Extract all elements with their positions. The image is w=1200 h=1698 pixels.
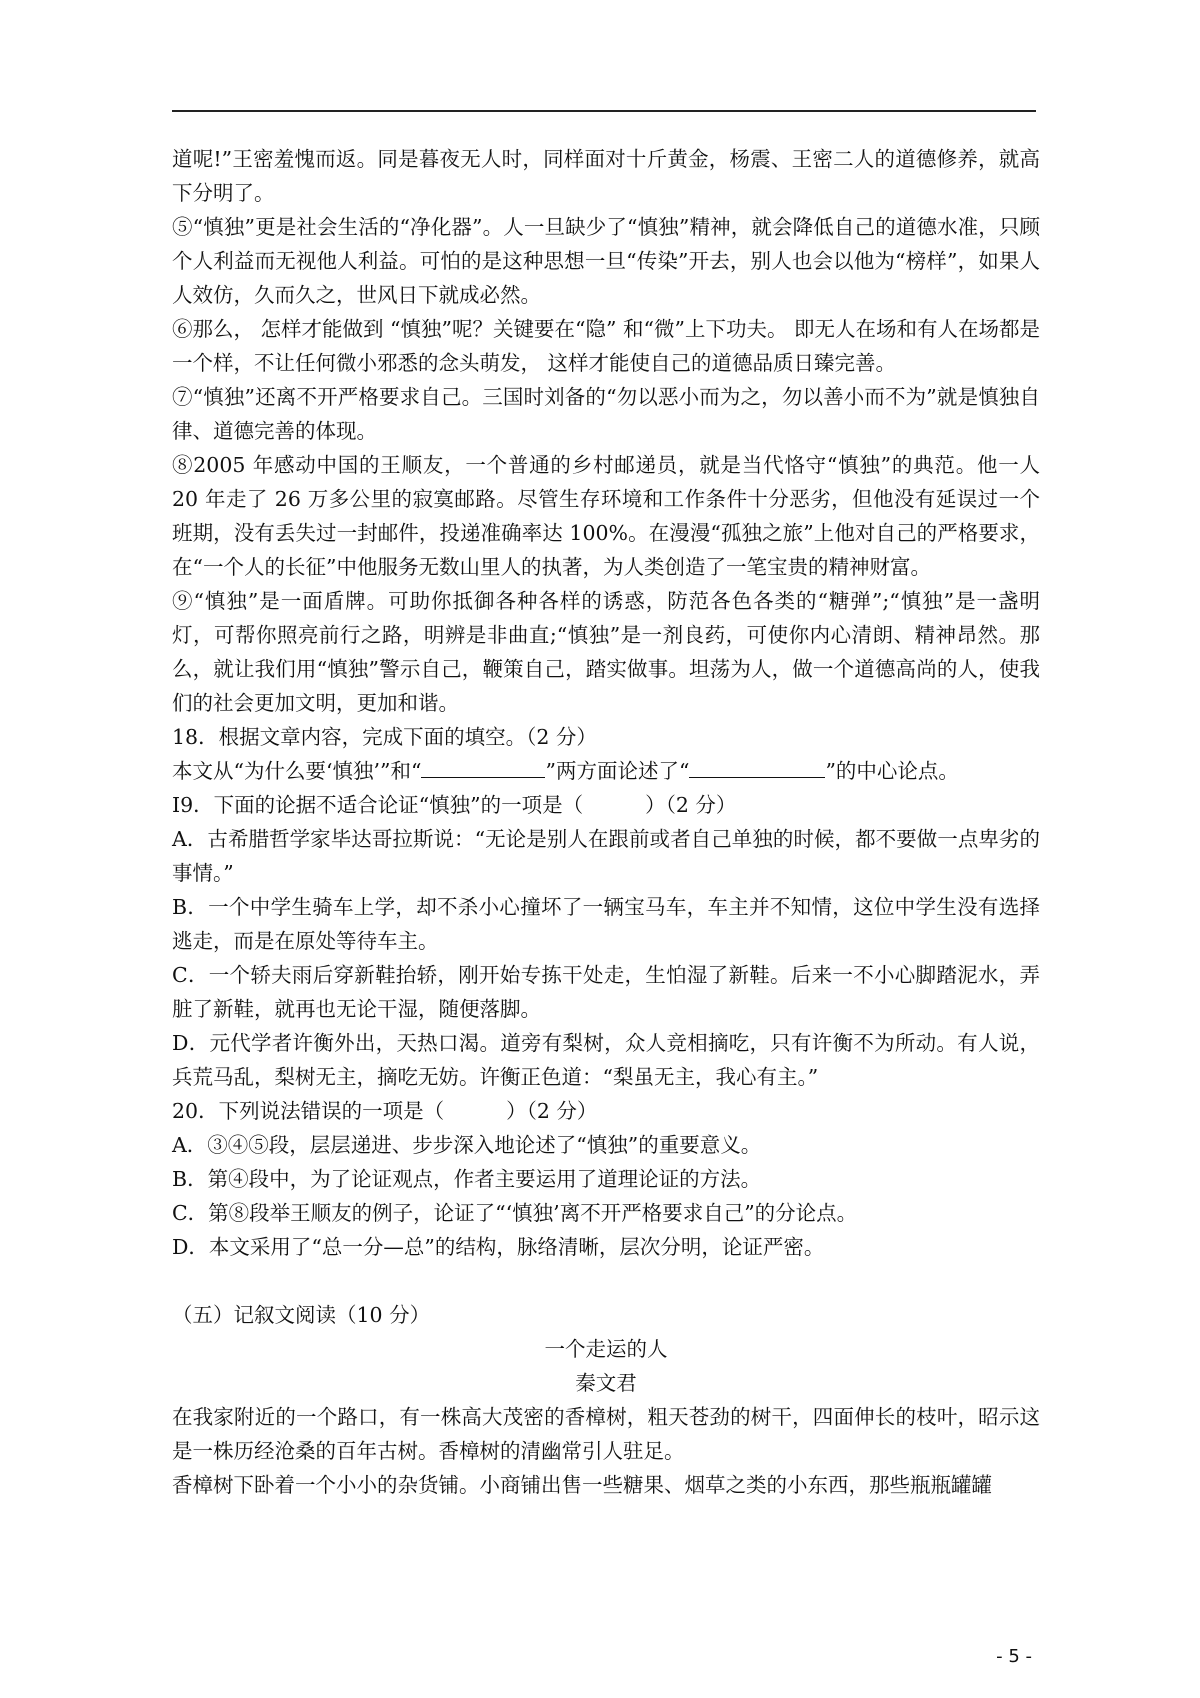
paragraph-8: ⑧2005 年感动中国的王顺友，一个普通的乡村邮递员，就是当代恪守“慎独”的典范。他一人 20 年走了 26 万多公里的寂寞邮路。尽管生存环境和工作条件十分恶劣，但他没有延误过一个班期，没有丢失过一封邮件，投递准确率达 100%。在漫漫“孤独之旅”上他对自己的严格要求，在“一个人的长征”中他服务无数山里人的执著，为人类创造了一笔宝贵的精神财富。 — [172, 453, 1040, 579]
q20-option-a: A．③④⑤段，层层递进、步步深入地论述了“慎独”的重要意义。 — [172, 1133, 762, 1157]
q20-option-d: D．本文采用了“总一分—总”的结构，脉络清晰，层次分明，论证严密。 — [172, 1235, 825, 1259]
paragraph-7: ⑦“慎独”还离不开严格要求自己。三国时刘备的“勿以恶小而为之，勿以善小而不为”就是慎独自律、道德完善的体现。 — [172, 385, 1040, 443]
story-paragraph-1: 在我家附近的一个路口，有一株高大茂密的香樟树，粗天苍劲的树干，四面伸长的枝叶，昭示这是一株历经沧桑的百年古树。香樟树的清幽常引人驻足。 — [172, 1405, 1040, 1463]
q18-text-c: ”的中心论点。 — [825, 759, 959, 783]
story-author: 秦文君 — [575, 1371, 637, 1395]
answer-blank-2[interactable] — [689, 755, 825, 778]
page-content — [172, 142, 1040, 1502]
q19-option-d: D．元代学者许衡外出，天热口渴。道旁有梨树，众人竞相摘吃，只有许衡不为所动。有人说，兵荒马乱，梨树无主，摘吃无妨。许衡正色道：“梨虽无主，我心有主。” — [172, 1031, 1040, 1089]
section-5-heading: （五）记叙文阅读（10 分） — [172, 1303, 431, 1327]
story-title: 一个走运的人 — [544, 1337, 668, 1361]
q20-title-a: 20．下列说法错误的一项是（ — [172, 1099, 445, 1123]
paragraph-5: ⑤“慎独”更是社会生活的“净化器”。人一旦缺少了“慎独”精神，就会降低自己的道德水准，只顾个人利益而无视他人利益。可怕的是这种思想一旦“传染”开去，别人也会以他为“榜样”，如果人人效仿，久而久之，世风日下就成必然。 — [172, 215, 1040, 307]
question-19-title — [172, 788, 1040, 822]
q19-title-a: I9．下面的论据不适合论证“慎独”的一项是（ — [172, 793, 584, 817]
answer-blank-1[interactable] — [421, 755, 545, 778]
q19-option-c: C．一个轿夫雨后穿新鞋抬轿，刚开始专拣干处走，生怕湿了新鞋。后来一不小心脚踏泥水，弄脏了新鞋，就再也无论干湿，随便落脚。 — [172, 963, 1040, 1021]
q20-option-c: C．第⑧段举王顺友的例子，论证了“‘慎独’离不开严格要求自己”的分论点。 — [172, 1201, 858, 1225]
paragraph-4-end: 道呢!”王密羞愧而返。同是暮夜无人时，同样面对十斤黄金，杨震、王密二人的道德修养，就高下分明了。 — [172, 147, 1040, 205]
question-18-title: 18．根据文章内容，完成下面的填空。（2 分） — [172, 725, 597, 749]
q20-option-b: B．第④段中，为了论证观点，作者主要运用了道理论证的方法。 — [172, 1167, 762, 1191]
q18-text-a: 本文从“为什么要‘慎独’”和“ — [172, 759, 422, 783]
q19-option-a: A．古希腊哲学家毕达哥拉斯说：“无论是别人在跟前或者自己单独的时候，都不要做一点卑劣的事情。” — [172, 827, 1040, 885]
header-rule — [172, 110, 1036, 112]
q20-title-b: ）（2 分） — [506, 1099, 598, 1123]
question-18-fill — [172, 754, 1040, 788]
story-paragraph-2: 香樟树下卧着一个小小的杂货铺。小商铺出售一些糖果、烟草之类的小东西，那些瓶瓶罐罐 — [172, 1473, 992, 1497]
section-gap — [172, 1264, 1040, 1298]
paragraph-9: ⑨“慎独”是一面盾牌。可助你抵御各种各样的诱惑，防范各色各类的“糖弹”;“慎独”是一盏明灯，可帮你照亮前行之路，明辨是非曲直;“慎独”是一剂良药，可使你内心清朗、精神昂然。那么，就让我们用“慎独”警示自己，鞭策自己，踏实做事。坦荡为人，做一个道德高尚的人，使我们的社会更加文明，更加和谐。 — [172, 589, 1040, 715]
q18-text-b: ”两方面论述了“ — [545, 759, 690, 783]
q19-option-b: B．一个中学生骑车上学，却不杀小心撞坏了一辆宝马车，车主并不知情，这位中学生没有选择逃走，而是在原处等待车主。 — [172, 895, 1040, 953]
paragraph-6: ⑥那么， 怎样才能做到 “慎独”呢？关键要在“隐” 和“微”上下功夫。 即无人在场和有人在场都是一个样，不让任何微小邪悉的念头萌发， 这样才能使自己的道德品质日臻完善。 — [172, 317, 1040, 375]
page-number: - 5 - — [996, 1646, 1032, 1667]
question-20-title — [172, 1094, 1040, 1128]
q19-title-b: ）（2 分） — [645, 793, 737, 817]
